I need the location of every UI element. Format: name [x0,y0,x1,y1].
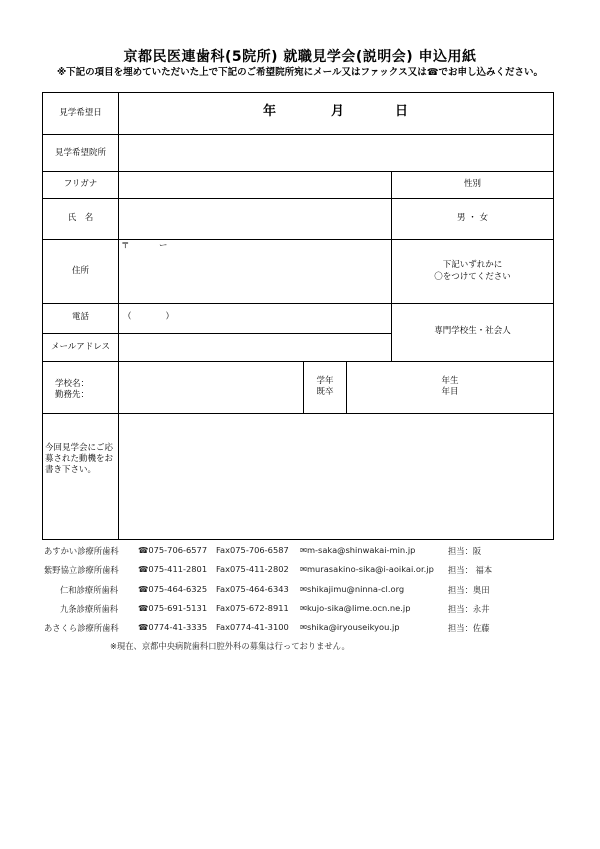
name-field[interactable] [119,199,391,239]
instruction-notice: ※下記の項目を埋めていただいた上で下記のご希望院所宛にメール又はファックス又は☎でお申し込みください。 [56,67,544,78]
postal-dash: ー [159,241,168,251]
email-field[interactable] [119,334,391,361]
contact-clinic: 紫野協立診療所歯科 [44,565,119,575]
contact-clinic: あさくら診療所歯科 [44,623,119,633]
contact-clinic: あすかい診療所歯科 [44,546,119,556]
grade-label: 学年 [316,376,334,386]
contact-email[interactable]: ✉shika@iryouseikyou.jp [300,622,400,632]
grade-year-suffix: 年生 [441,376,459,386]
contact-fax: Fax075-706-6587 [216,545,289,555]
postal-mark: 〒 [121,241,130,251]
contact-fax: Fax075-464-6343 [216,584,289,594]
contact-fax: Fax075-411-2802 [216,564,289,574]
contact-clinic: 仁和診療所歯科 [60,585,119,595]
graduated-label: 既卒 [316,387,334,397]
contact-email[interactable]: ✉shikajimu@ninna-cl.org [300,584,405,594]
visit-date-label: 見学希望日 [59,108,102,118]
footnote: ※現在、京都中央病院歯科口腔外科の募集は行っておりません。 [110,641,350,651]
contact-email[interactable]: ✉m-saka@shinwakai-min.jp [300,545,416,555]
clinic-label: 見学希望院所 [54,148,106,158]
contact-staff: 担当：佐藤 [448,623,490,633]
application-form [42,92,554,540]
contact-clinic: 九条診療所歯科 [60,604,119,614]
gender-label: 性別 [463,179,481,189]
motive-field[interactable] [119,414,553,539]
contact-email[interactable]: ✉murasakino-sika@i-aoikai.or.jp [300,564,434,574]
day-label: 日 [395,104,409,119]
email-label: メールアドレス [50,342,111,352]
contact-staff: 担当： 福本 [448,565,493,575]
circle-note-line2: 〇をつけてください [434,272,511,282]
contact-tel: ☎075-411-2801 [138,564,208,574]
month-label: 月 [331,104,345,119]
furigana-field[interactable] [119,172,391,198]
contact-tel: ☎075-464-6325 [138,584,208,594]
contact-email[interactable]: ✉kujo-sika@lime.ocn.ne.jp [300,603,411,613]
furigana-label: フリガナ [63,179,98,189]
status-options[interactable]: 専門学校生・社会人 [434,326,511,336]
work-year-suffix: 年目 [441,387,459,397]
address-label: 住所 [71,266,89,276]
contact-tel: ☎0774-41-3335 [138,622,208,632]
motive-label: 今回見学会にご応募された動機をお書き下さい。 [45,443,114,475]
phone-paren: （ ） [123,312,175,322]
contact-fax: Fax0774-41-3100 [216,622,289,632]
contact-staff: 担当：永井 [448,604,490,614]
workplace-label: 勤務先： [55,390,90,400]
school-field[interactable] [119,362,303,413]
page-title: 京都民医連歯科(5院所) 就職見学会(説明会) 申込用紙 [123,49,477,65]
contact-staff: 担当：阪 [448,546,482,556]
school-label: 学校名： [55,379,90,389]
contact-tel: ☎075-706-6577 [138,545,208,555]
clinic-field[interactable] [119,135,553,171]
name-label: 氏 名 [67,213,94,223]
contact-tel: ☎075-691-5131 [138,603,208,613]
phone-label: 電話 [71,312,89,322]
contact-staff: 担当：奥田 [448,585,490,595]
gender-options[interactable]: 男 ・ 女 [457,213,488,223]
circle-note-line1: 下記いずれかに [442,260,503,270]
year-label: 年 [263,104,277,119]
contact-fax: Fax075-672-8911 [216,603,289,613]
